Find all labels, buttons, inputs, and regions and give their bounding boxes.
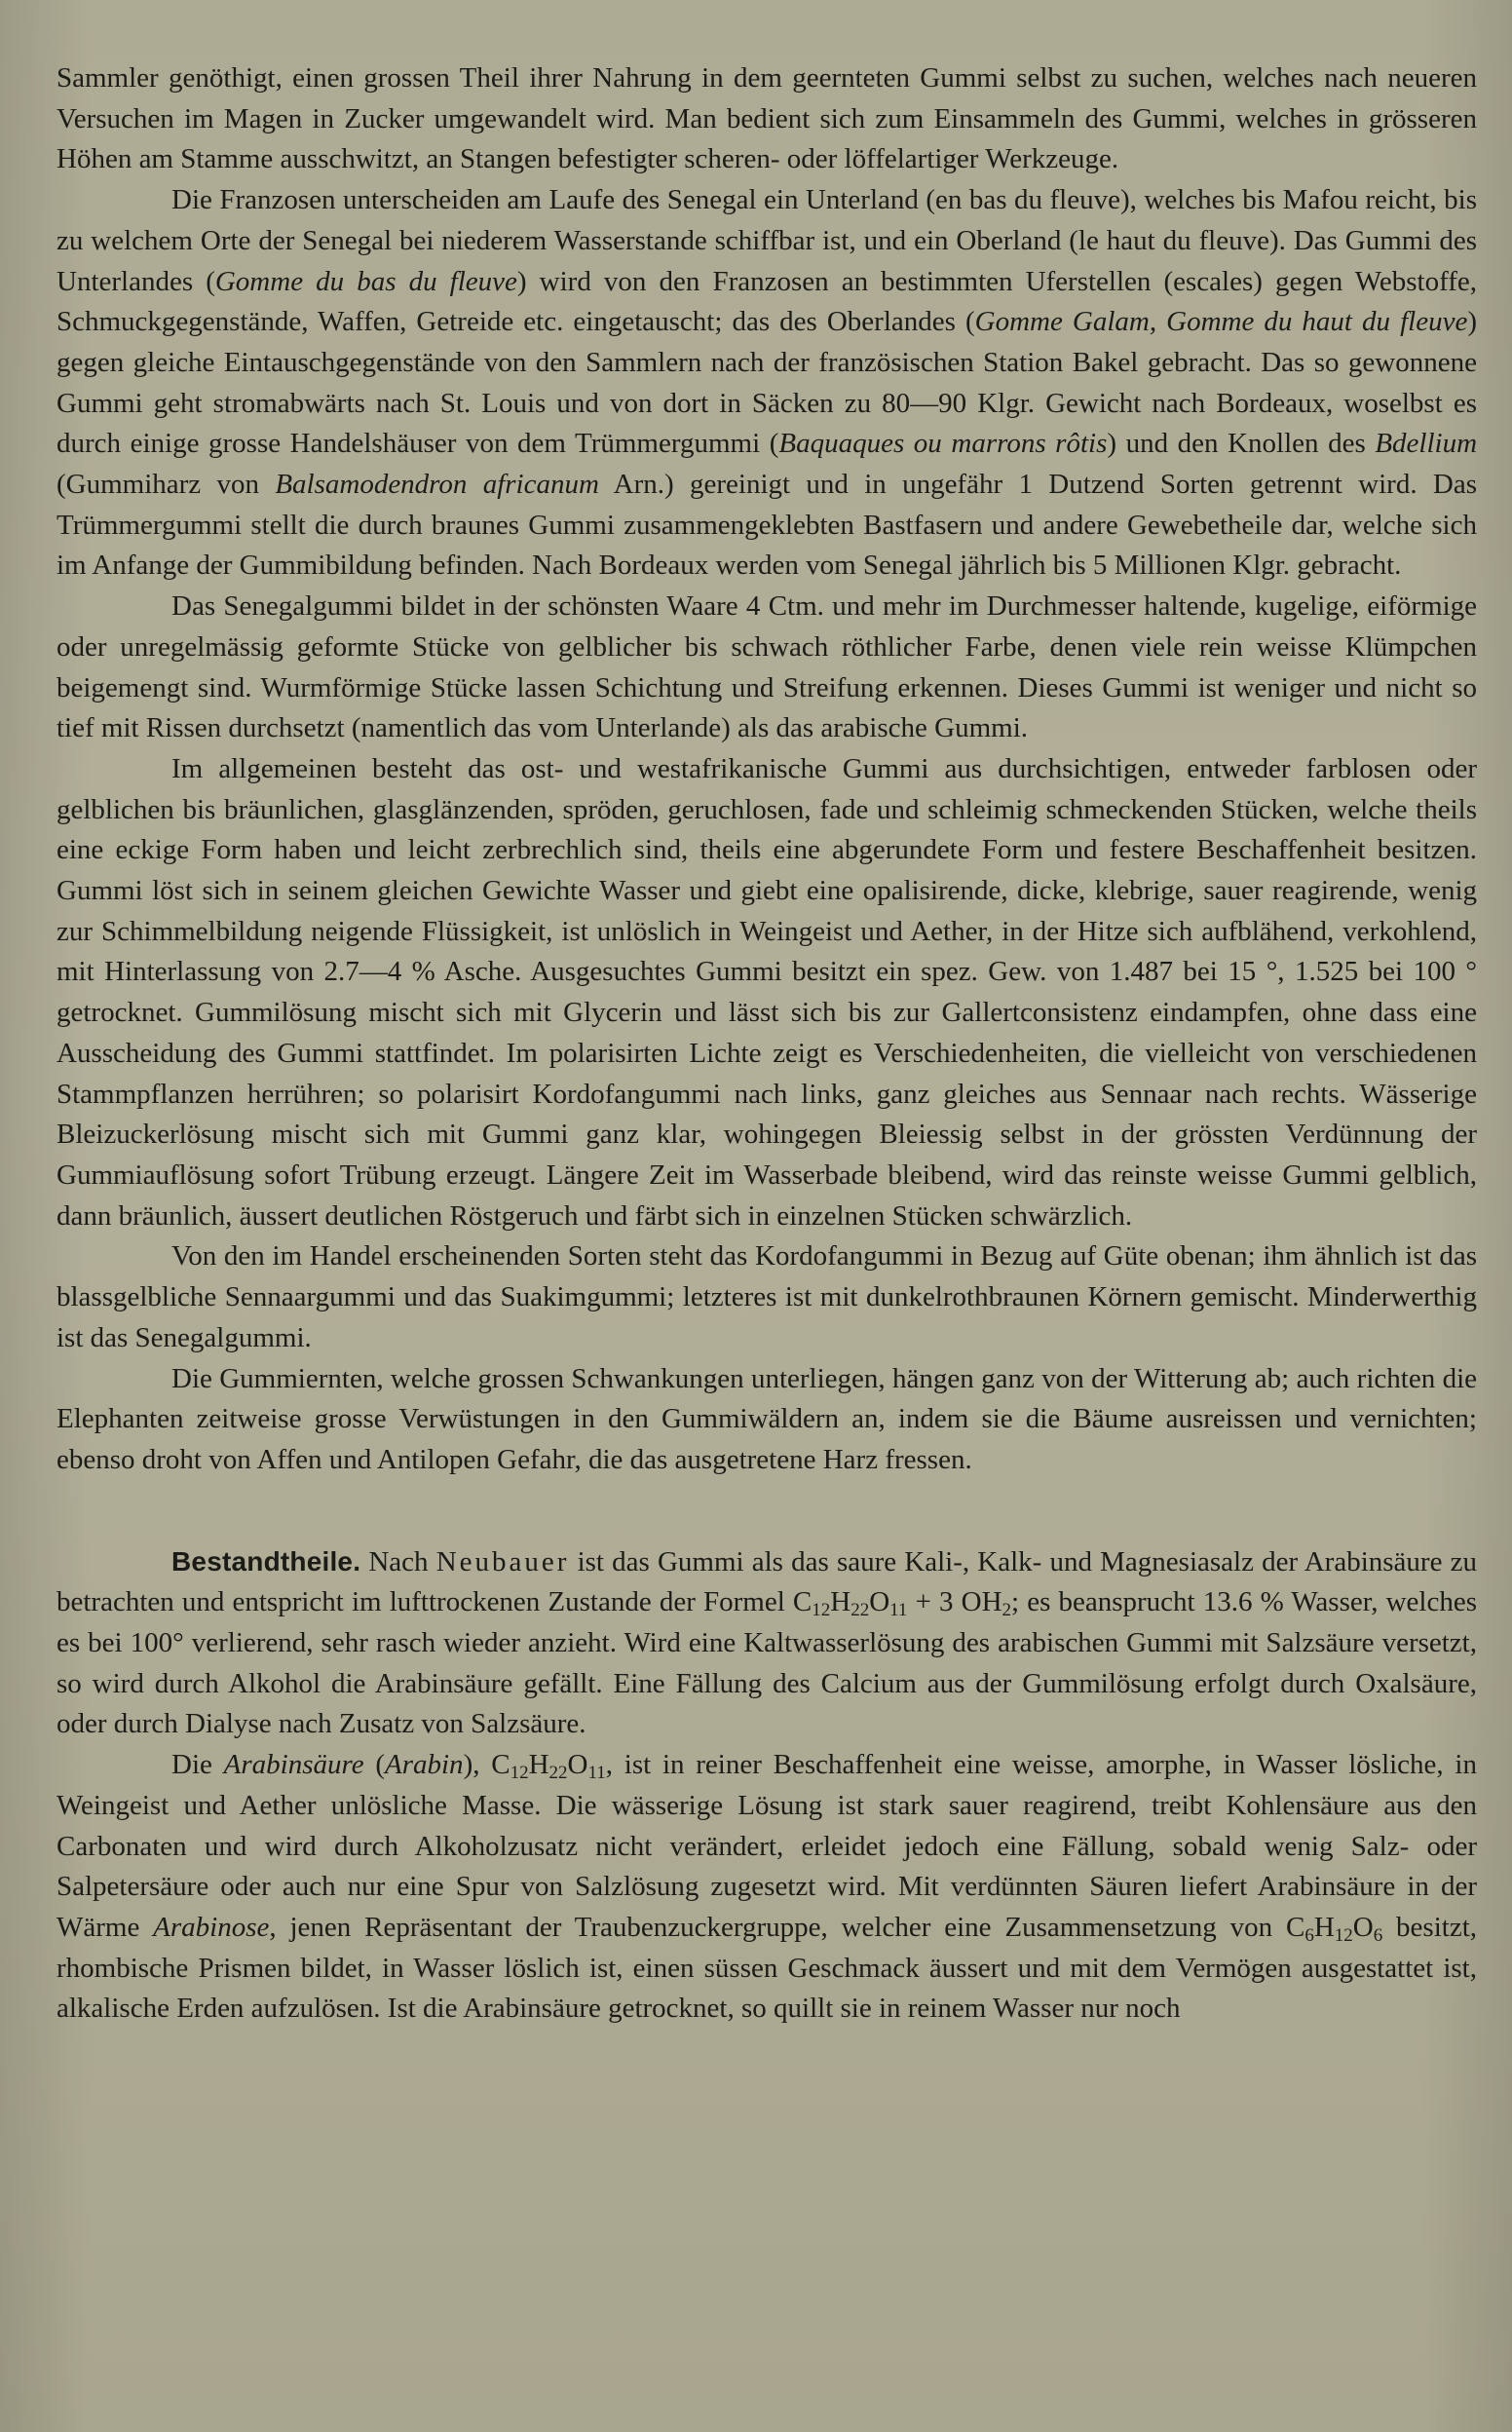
text-run: Von den im Handel erscheinenden Sorten steht das Kordofangummi in Bezug auf Güte obenan; ihm ähnlich ist das blassgelbliche Sennaargummi und das Suakimgummi; letzteres ist mit dunkelrothbraunen Körnern gemischt. Minderwerthig ist das Senegalgummi. (57, 1240, 1477, 1353)
text-run: ), C (463, 1749, 510, 1781)
italic-term: Arabinsäure (223, 1749, 364, 1781)
italic-term: Arabin (385, 1749, 464, 1781)
text-run: + 3 OH (907, 1586, 1002, 1618)
text-paragraph (57, 58, 1477, 180)
italic-term: Gomme du bas du fleuve (214, 265, 517, 297)
formula-subscript: 22 (548, 1763, 568, 1784)
text-paragraph (57, 587, 1477, 749)
text-run: , ist in reiner Beschaffenheit eine weisse, amorphe, in Wasser lösliche, in Weingeist und Aether unlösliche Masse. Die wässerige Lösung ist stark sauer reagirend, treibt Kohlensäure aus den Carbonaten und wird durch Alkoholzusatz nicht verändert, erleidet jedoch eine Fällung, sobald wenig Salz- oder Salpetersäure oder auch nur eine Spur von Salzlösung zugesetzt wird. Mit verdünnten Säuren liefert Arabinsäure in der Wärme (57, 1749, 1477, 1943)
formula-subscript: 12 (812, 1600, 831, 1621)
text-paragraph (57, 1745, 1477, 2030)
text-run: ( (363, 1749, 385, 1781)
text-run: O (1352, 1911, 1374, 1943)
formula-subscript: 6 (1373, 1924, 1383, 1946)
text-run: (Gummiharz von (57, 469, 276, 501)
text-run: Nach (360, 1545, 436, 1577)
text-run: Die (171, 1749, 224, 1781)
text-paragraph (57, 749, 1477, 1236)
text-paragraph (57, 1359, 1477, 1481)
italic-term: Bdellium (1375, 428, 1478, 460)
formula-subscript: 11 (889, 1600, 908, 1621)
text-run: Das Senegalgummi bildet in der schönsten Waare 4 Ctm. und mehr im Durchmesser haltende, kugelige, eiförmige oder unregelmässig geformte Stücke von gelblicher bis schwach röthlicher Farbe, denen viele rein weisse Klümpchen beigemengt sind. Wurmförmige Stücke lassen Schichtung und Streifung erkennen. Dieses Gummi ist weniger und nicht so tief mit Rissen durchsetzt (namentlich das vom Unterlande) als das arabische Gummi. (57, 590, 1477, 744)
text-run: H (528, 1749, 549, 1781)
formula-subscript: 11 (587, 1763, 606, 1784)
italic-term: Balsamodendron africanum (275, 469, 599, 501)
section-heading: Bestandtheile. (171, 1545, 361, 1577)
text-run: O (567, 1749, 588, 1781)
text-run: ist das Gummi als das saure Kali-, Kalk- und Magnesiasalz der Arabinsäure zu betrachten und entspricht im lufttrockenen Zustande der Formel C (57, 1545, 1477, 1618)
text-run: Arn.) gereinigt und in ungefähr 1 Dutzend Sorten getrennt wird. Das Trümmergummi stellt die durch braunes Gummi zusammengeklebten Bastfasern und andere Gewebetheile dar, welche sich im Anfange der Gummibildung befinden. Nach Bordeaux werden vom Senegal jährlich bis 5 Millionen Klgr. gebracht. (57, 469, 1478, 582)
formula-subscript: 12 (510, 1763, 529, 1784)
italic-term: Arabinose (153, 1911, 270, 1943)
text-run: ; es beansprucht 13.6 % Wasser, welches es bei 100° verlierend, sehr rasch wieder anzieht. Wird eine Kaltwasserlösung des arabischen Gummi mit Salzsäure versetzt, so wird durch Alkohol die Arabinsäure gefällt. Eine Fällung des Calcium aus der Gummilösung erfolgt durch Oxalsäure, oder durch Dialyse nach Zusatz von Salzsäure. (57, 1586, 1477, 1740)
text-run: H (1313, 1911, 1335, 1943)
author-name: Neubauer (435, 1545, 570, 1577)
text-run: Die Gummiernten, welche grossen Schwankungen unterliegen, hängen ganz von der Witterung ab; auch richten die Elephanten zeitweise grosse Verwüstungen in den Gummiwäldern an, indem sie die Bäume ausreissen und vernichten; ebenso droht von Affen und Antilopen Gefahr, die das ausgetretene Harz fressen. (57, 1362, 1477, 1475)
text-run: O (869, 1586, 890, 1618)
formula-subscript: 12 (1334, 1924, 1353, 1946)
italic-term: Gomme Galam, Gomme du haut du fleuve (974, 306, 1468, 338)
text-run: Im allgemeinen besteht das ost- und westafrikanische Gummi aus durchsichtigen, entweder farblosen oder gelblichen bis bräunlichen, glasglänzenden, spröden, geruchlosen, fade und schleimig schmeckenden Stücken, welche theils eine eckige Form haben und leicht zerbrechlich sind, theils eine abgerundete Form und festere Beschaffenheit besitzen. Gummi löst sich in seinem gleichen Gewichte Wasser und giebt eine opalisirende, dicke, klebrige, sauer reagirende, wenig zur Schimmelbildung neigende Flüssigkeit, ist unlöslich in Weingeist und Aether, in der Hitze sich aufblähend, verkohlend, mit Hinterlassung von 2.7—4 % Asche. Ausgesuchtes Gummi besitzt ein spez. Gew. von 1.487 bei 15 °, 1.525 bei 100 ° getrocknet. Gummilösung mischt sich mit Glycerin und lässt sich bis zur Gallertconsistenz eindampfen, ohne dass eine Ausscheidung des Gummi stattfindet. Im polarisirten Lichte zeigt es Verschiedenheiten, die vielleicht von verschiedenen Stammpflanzen herrühren; so polarisirt Kordofangummi nach links, ganz gleiches aus Sennaar nach rechts. Wässerige Bleizuckerlösung mischt sich mit Gummi ganz klar, wohingegen Bleiessig selbst in der grössten Verdünnung der Gummiauflösung sofort Trübung erzeugt. Längere Zeit im Wasserbade bleibend, wird das reinste weisse Gummi gelblich, dann bräunlich, äussert deutlichen Röstgeruch und färbt sich in einzelnen Stücken schwärzlich. (57, 752, 1477, 1232)
text-run: besitzt, rhombische Prismen bildet, in Wasser löslich ist, einen süssen Geschmack äussert und mit dem Vermögen ausgestattet ist, alkalische Erden aufzulösen. Ist die Arabinsäure getrocknet, so quillt sie in reinem Wasser nur noch (57, 1911, 1478, 2025)
text-run: Sammler genöthigt, einen grossen Theil ihrer Nahrung in dem geernteten Gummi selbst zu suchen, welches nach neueren Versuchen im Magen in Zucker umgewandelt wird. Man bedient sich zum Einsammeln des Gummi, welches in grösseren Höhen am Stamme ausschwitzt, an Stangen befestigter scheren- oder löffelartiger Werkzeuge. (57, 62, 1477, 175)
text-run: ) gegen gleiche Eintauschgegenstände von den Sammlern nach der französischen Station Bakel gebracht. Das so gewonnene Gummi geht stromabwärts nach St. Louis und von dort in Säcken zu 80—90 Klgr. Gewicht nach Bordeaux, woselbst es durch einige grosse Handelshäuser von dem Trümmergummi ( (57, 306, 1477, 460)
text-run: , jenen Repräsentant der Traubenzuckergruppe, welcher eine Zusammensetzung von C (269, 1911, 1305, 1943)
text-run: Die Franzosen unterscheiden am Laufe des Senegal ein Unterland (en bas du fleuve), welches bis Mafou reicht, bis zu welchem Orte der Senegal bei niederem Wasserstande schiffbar ist, und ein Oberland (le haut du fleuve). Das Gummi des Unterlandes ( (57, 184, 1477, 297)
text-run: H (830, 1586, 851, 1618)
text-paragraph (57, 1236, 1477, 1358)
formula-subscript: 6 (1304, 1924, 1314, 1946)
formula-subscript: 22 (850, 1600, 870, 1621)
italic-term: Baquaques ou marrons rôtis (778, 428, 1108, 460)
text-run: ) und den Knollen des (1107, 428, 1376, 460)
text-paragraph (57, 1541, 1477, 1746)
formula-subscript: 2 (1002, 1600, 1012, 1621)
text-run: ) wird von den Franzosen an bestimmten Uferstellen (escales) gegen Webstoffe, Schmuckgegenstände, Waffen, Getreide etc. eingetauscht; das des Oberlandes ( (57, 265, 1477, 338)
text-paragraph (57, 180, 1477, 587)
